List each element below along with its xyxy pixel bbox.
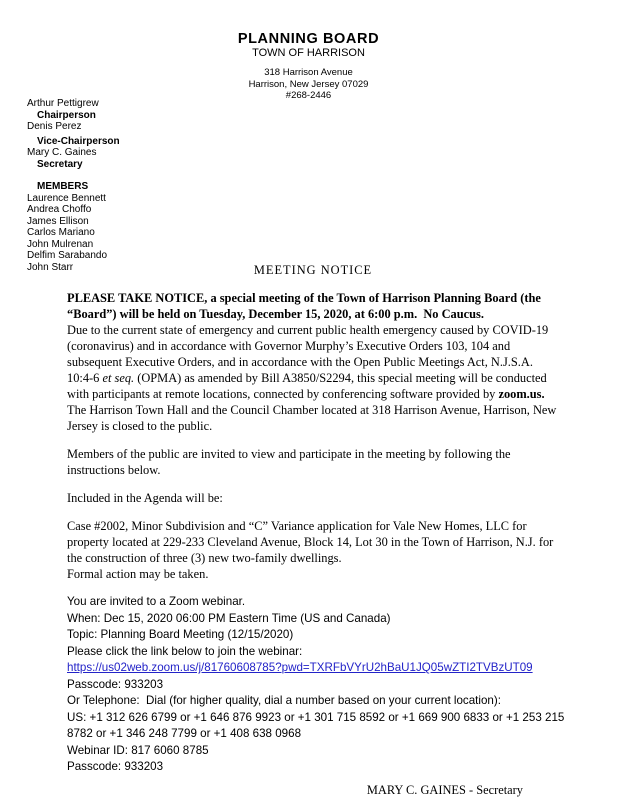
notice-body [67,262,568,798]
town-subtitle: TOWN OF HARRISON [252,47,365,59]
official-name-vice-chairperson: Denis Perez [27,121,82,132]
official-role-chairperson: Chairperson [37,109,96,121]
covid-zoomus-bold: zoom.us. [498,387,545,401]
covid-text-middle: (OPMA) as amended by Bill A3850/S2294, this special meeting will be conducted with participants at remote locations, connected by conferencing software provided by [67,371,550,401]
secretary-signature: MARY C. GAINES - Secretary [366,782,523,797]
webinar-telephone-line: Or Telephone: Dial (for higher quality, dial a number based on your current location): [67,694,501,707]
official-name-chairperson: Arthur Pettigrew [27,98,99,109]
covid-text-before-etseq: Due to the current state of emergency and current public health emergency caused by COVID-19 (coronavirus) and in accordance with Governor Murphy’s Executive Orders 103, 104 and subsequent Executive Orders, and in accordance with the Open Public Meetings Act, N.J.S.A. 10:4-6 [67,323,552,385]
meeting-notice-title: MEETING NOTICE [253,263,373,277]
webinar-link-intro-line: Please click the link below to join the webinar: [67,644,303,658]
formal-action-text: Formal action may be taken. [67,567,209,581]
member-name: Laurence Bennett [27,192,106,204]
letterhead [0,32,617,102]
member-name: Andrea Choffo [27,204,92,215]
agenda-case-text: Case #2002, Minor Subdivision and “C” Variance application for Vale New Homes, LLC for property located at 229-233 Cleveland Avenue, Block 14, Lot 30 in the Town of Harrison, N.J. for the construction of three (3) new two-family dwellings. [67,519,557,565]
members-heading: MEMBERS [37,181,89,192]
webinar-passcode-line: Passcode: 933203 [67,677,164,691]
phone-number: #268-2446 [285,90,332,101]
officials-list [27,98,120,273]
webinar-id-line: Webinar ID: 817 6060 8785 [67,743,209,757]
zoom-webinar-link[interactable]: https://us02web.zoom.us/j/81760608785?pwd=TXRFbVYrU2hBaU1JQ05wZTI2TVBzUT09 [67,661,533,674]
agenda-case-paragraph [67,518,559,582]
covid-text-after: The Harrison Town Hall and the Council Chamber located at 318 Harrison Avenue, Harrison, New Jersey is closed to the public. [67,387,560,433]
covid-etseq-italic: et seq. [102,371,135,385]
member-name: Carlos Mariano [27,227,95,238]
address-line-2: Harrison, New Jersey 07029 [248,78,369,90]
official-role-vice-chairperson: Vice-Chairperson [37,135,120,147]
take-notice-bold-text: PLEASE TAKE NOTICE, a special meeting of the Town of Harrison Planning Board (the “Board”) will be held on Tuesday, December 15, 2020, at 6:00 p.m. No Caucus. [67,291,544,321]
webinar-us-numbers-line: US: +1 312 626 6799 or +1 646 876 9923 or +1 301 715 8592 or +1 669 900 6833 or +1 253 215 8782 or +1 346 248 7799 or +1 408 638 0968 [67,710,568,740]
board-title: PLANNING BOARD [237,31,380,47]
webinar-topic-line: Topic: Planning Board Meeting (12/15/2020) [67,628,294,641]
webinar-when-line: When: Dec 15, 2020 06:00 PM Eastern Time (US and Canada) [67,611,391,625]
public-invite-paragraph: Members of the public are invited to view and participate in the meeting by following the instructions below. [67,447,514,477]
member-name: John Starr [27,261,74,273]
letterhead-address [0,67,617,102]
take-notice-paragraph [67,290,559,434]
webinar-link-line [67,660,579,677]
zoom-webinar-info [67,594,579,776]
webinar-passcode-line-2: Passcode: 933203 [67,760,164,773]
official-role-secretary: Secretary [37,158,83,170]
member-name: John Mulrenan [27,238,94,250]
official-name-secretary: Mary C. Gaines [27,147,97,158]
member-name: James Ellison [27,215,89,227]
agenda-intro: Included in the Agenda will be: [67,491,223,505]
webinar-invite-line: You are invited to a Zoom webinar. [67,595,246,608]
member-name: Delfim Sarabando [27,250,108,261]
address-line-1: 318 Harrison Avenue [264,67,353,78]
